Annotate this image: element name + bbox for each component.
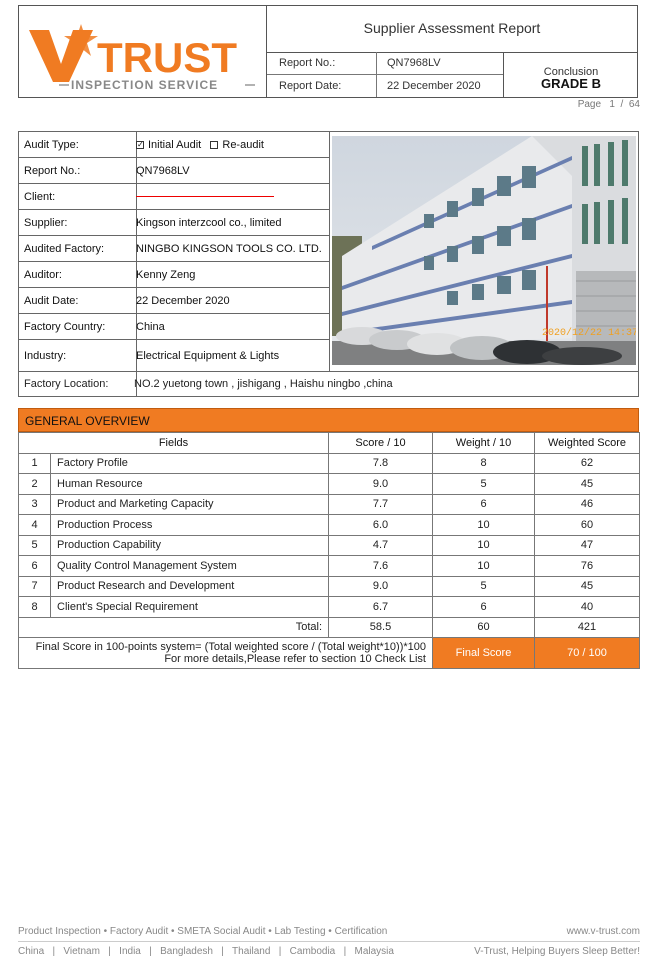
info-divider bbox=[329, 132, 330, 372]
industry-row bbox=[19, 340, 329, 372]
row-number: 2 bbox=[19, 474, 51, 495]
row-number: 7 bbox=[19, 576, 51, 597]
col-weighted: Weighted Score bbox=[535, 433, 640, 454]
total-label: Total: bbox=[19, 617, 329, 638]
overview-table bbox=[18, 432, 640, 669]
row-weight: 8 bbox=[433, 453, 535, 474]
overview-header-row bbox=[19, 433, 640, 454]
row-number: 5 bbox=[19, 535, 51, 556]
final-formula-line2: For more details,Please refer to section 10 Check List bbox=[164, 653, 426, 665]
client-redaction-line bbox=[136, 196, 274, 197]
row-weight: 5 bbox=[433, 576, 535, 597]
header-report-date: 22 December 2020 bbox=[387, 80, 481, 92]
audit-info-table bbox=[18, 131, 639, 397]
total-weighted: 421 bbox=[535, 617, 640, 638]
footer-website[interactable]: www.v-trust.com bbox=[566, 926, 640, 937]
row-field: Product and Marketing Capacity bbox=[51, 494, 329, 515]
page-number: 1 bbox=[609, 99, 615, 110]
conclusion-label: Conclusion bbox=[543, 66, 599, 78]
row-weighted: 47 bbox=[535, 535, 640, 556]
total-row bbox=[19, 617, 640, 638]
re-audit-label: Re-audit bbox=[222, 138, 264, 151]
row-weight: 10 bbox=[433, 535, 535, 556]
overview-row bbox=[19, 474, 640, 495]
overview-row bbox=[19, 453, 640, 474]
row-weighted: 45 bbox=[535, 474, 640, 495]
auditor-value: Kenny Zeng bbox=[136, 268, 196, 281]
row-number: 1 bbox=[19, 453, 51, 474]
report-title: Supplier Assessment Report bbox=[267, 6, 637, 53]
row-weighted: 45 bbox=[535, 576, 640, 597]
factory-row bbox=[19, 236, 329, 262]
final-score-value: 70 / 100 bbox=[535, 638, 640, 669]
auditor-label: Auditor: bbox=[19, 262, 137, 287]
row-weighted: 62 bbox=[535, 453, 640, 474]
final-formula-line1: Final Score in 100-points system= (Total weighted score / (Total weight*10))*100 bbox=[35, 641, 426, 653]
supplier-label: Supplier: bbox=[19, 210, 137, 235]
photo-timestamp: 2020/12/22 14:37 bbox=[542, 328, 636, 339]
page-indicator bbox=[578, 99, 640, 110]
header-report-date-label: Report Date: bbox=[267, 75, 377, 97]
overview-title: GENERAL OVERVIEW bbox=[18, 408, 639, 432]
logo-graphic bbox=[19, 6, 265, 97]
overview-row bbox=[19, 535, 640, 556]
row-number: 3 bbox=[19, 494, 51, 515]
overview-row bbox=[19, 556, 640, 577]
footer-services: Product Inspection • Factory Audit • SMETA Social Audit • Lab Testing • Certification bbox=[18, 926, 388, 937]
initial-audit-checkbox[interactable]: ✓ bbox=[137, 139, 144, 149]
report-no-row bbox=[19, 158, 329, 184]
conclusion-grade: GRADE B bbox=[541, 76, 601, 91]
report-no-value: QN7968LV bbox=[136, 164, 190, 177]
row-weighted: 46 bbox=[535, 494, 640, 515]
footer-countries: China | Vietnam | India | Bangladesh | Thailand | Cambodia | Malaysia bbox=[18, 946, 394, 957]
row-number: 8 bbox=[19, 597, 51, 618]
row-score: 6.0 bbox=[329, 515, 433, 536]
re-audit-checkbox[interactable] bbox=[210, 141, 218, 149]
row-score: 7.6 bbox=[329, 556, 433, 577]
audit-date-value: 22 December 2020 bbox=[136, 294, 230, 307]
header-report-no-label: Report No.: bbox=[267, 52, 377, 74]
overview-row bbox=[19, 597, 640, 618]
row-score: 7.8 bbox=[329, 453, 433, 474]
overview-row bbox=[19, 515, 640, 536]
location-value: NO.2 yuetong town , jishigang , Haishu ningbo ,china bbox=[134, 378, 393, 390]
overview-row bbox=[19, 494, 640, 515]
client-value bbox=[131, 184, 329, 209]
total-score: 58.5 bbox=[329, 617, 433, 638]
row-field: Human Resource bbox=[51, 474, 329, 495]
total-weight: 60 bbox=[433, 617, 535, 638]
report-no-label: Report No.: bbox=[19, 158, 137, 183]
row-field: Product Research and Development bbox=[51, 576, 329, 597]
report-header bbox=[18, 5, 638, 98]
country-value: China bbox=[136, 320, 165, 333]
page-separator: / bbox=[620, 99, 624, 110]
row-field: Production Capability bbox=[51, 535, 329, 556]
header-report-no-row bbox=[267, 52, 503, 75]
header-report-no: QN7968LV bbox=[387, 57, 441, 69]
logo-wordmark: TRUST bbox=[97, 34, 237, 81]
row-field: Client's Special Requirement bbox=[51, 597, 329, 618]
row-score: 9.0 bbox=[329, 576, 433, 597]
audit-date-label: Audit Date: bbox=[19, 288, 137, 313]
factory-photo bbox=[332, 136, 636, 365]
auditor-row bbox=[19, 262, 329, 288]
audit-type-row bbox=[19, 132, 329, 158]
initial-audit-label: Initial Audit bbox=[148, 138, 202, 151]
industry-label: Industry: bbox=[19, 340, 137, 371]
supplier-row bbox=[19, 210, 329, 236]
industry-value: Electrical Equipment & Lights bbox=[136, 349, 280, 362]
factory-value: NINGBO KINGSON TOOLS CO. LTD. bbox=[136, 242, 322, 255]
client-label: Client: bbox=[19, 184, 137, 209]
row-field: Quality Control Management System bbox=[51, 556, 329, 577]
row-weight: 10 bbox=[433, 515, 535, 536]
row-field: Production Process bbox=[51, 515, 329, 536]
factory-label: Audited Factory: bbox=[19, 236, 137, 261]
row-number: 4 bbox=[19, 515, 51, 536]
row-weighted: 40 bbox=[535, 597, 640, 618]
row-score: 9.0 bbox=[329, 474, 433, 495]
supplier-value: Kingson interzcool co., limited bbox=[136, 216, 282, 229]
row-score: 6.7 bbox=[329, 597, 433, 618]
final-formula bbox=[19, 638, 433, 669]
row-weight: 5 bbox=[433, 474, 535, 495]
row-weight: 10 bbox=[433, 556, 535, 577]
col-score: Score / 10 bbox=[329, 433, 433, 454]
final-score-row bbox=[19, 638, 640, 669]
col-weight: Weight / 10 bbox=[433, 433, 535, 454]
row-score: 4.7 bbox=[329, 535, 433, 556]
row-field: Factory Profile bbox=[51, 453, 329, 474]
row-number: 6 bbox=[19, 556, 51, 577]
header-report-date-row bbox=[267, 75, 503, 97]
location-label: Factory Location: bbox=[19, 372, 137, 396]
country-label: Factory Country: bbox=[19, 314, 137, 339]
row-weight: 6 bbox=[433, 494, 535, 515]
audit-type-label: Audit Type: bbox=[19, 132, 137, 157]
vtrust-logo bbox=[19, 6, 267, 97]
audit-date-row bbox=[19, 288, 329, 314]
client-row bbox=[19, 184, 329, 210]
final-score-label: Final Score bbox=[433, 638, 535, 669]
row-weight: 6 bbox=[433, 597, 535, 618]
conclusion-cell bbox=[503, 52, 638, 97]
col-fields: Fields bbox=[19, 433, 329, 454]
location-row bbox=[19, 372, 638, 396]
footer-divider bbox=[18, 941, 640, 942]
overview-row bbox=[19, 576, 640, 597]
country-row bbox=[19, 314, 329, 340]
audit-type-value bbox=[131, 132, 329, 157]
row-score: 7.7 bbox=[329, 494, 433, 515]
page-label: Page bbox=[577, 99, 602, 110]
logo-subtitle: INSPECTION SERVICE bbox=[71, 78, 219, 92]
row-weighted: 76 bbox=[535, 556, 640, 577]
page-total: 64 bbox=[628, 99, 640, 110]
footer-slogan: V-Trust, Helping Buyers Sleep Better! bbox=[474, 946, 640, 957]
general-overview bbox=[18, 408, 639, 669]
row-weighted: 60 bbox=[535, 515, 640, 536]
